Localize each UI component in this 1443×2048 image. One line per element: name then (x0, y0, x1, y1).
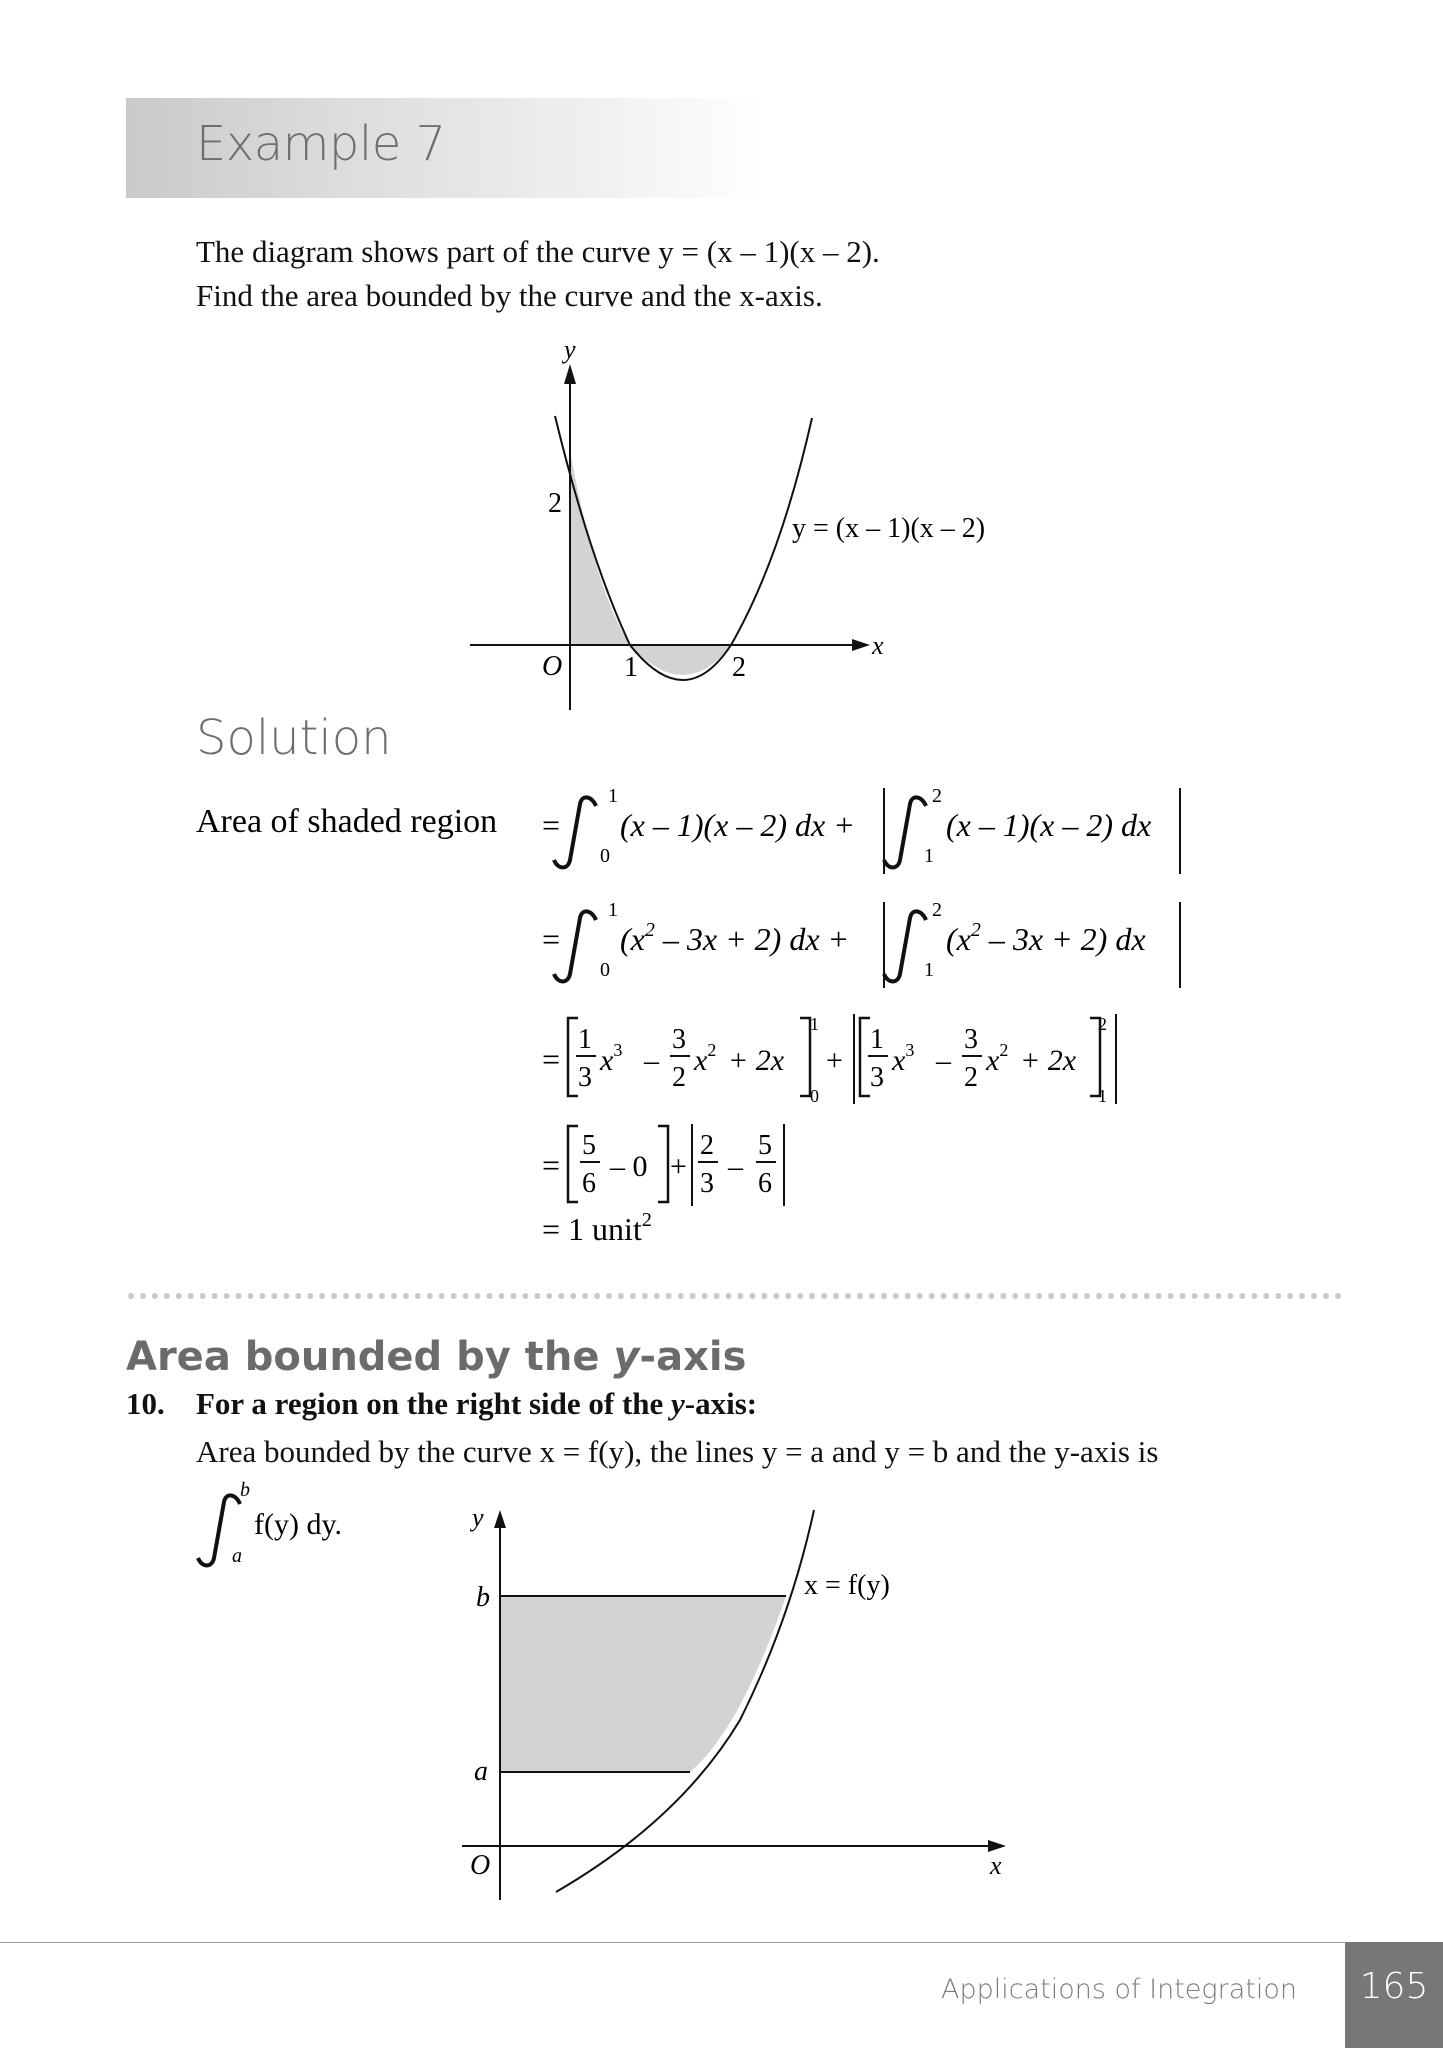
svg-text:f(y) dy.: f(y) dy. (254, 1508, 343, 1541)
shaded-region (500, 1596, 786, 1772)
example-title: Example 7 (196, 116, 446, 172)
solution-line-1 (196, 785, 1180, 874)
upper-limit: 1 (608, 899, 618, 921)
graph1-x-label: x (872, 631, 884, 660)
svg-text:x2: $x^2$ (986, 1040, 1009, 1077)
y-axis-arrow (494, 1510, 506, 1528)
problem-line-1: The diagram shows part of the curve y = (x – 1)(x – 2). (196, 234, 880, 269)
solution-working (0, 760, 1443, 1260)
upper-limit: 1 (608, 785, 618, 807)
svg-text:x2: $x^2$ (694, 1040, 717, 1077)
shaded-region-1 (570, 450, 630, 645)
page-number: 165 (1359, 1966, 1429, 2007)
graph2-origin: O (470, 1850, 491, 1881)
shaded-region-2 (630, 645, 731, 675)
item-number: 10. (126, 1386, 165, 1421)
footer-rule (0, 1942, 1443, 1943)
svg-text:2: 2 (700, 1130, 714, 1161)
svg-text:3: 3 (672, 1024, 686, 1055)
svg-text:x3: $x^3$ (892, 1040, 915, 1077)
integral-sign (554, 797, 596, 867)
graph2-x-label: x (990, 1851, 1002, 1880)
solution-line-4 (542, 1124, 784, 1206)
lower-limit: 0 (600, 845, 610, 867)
graph2-a-label: a (474, 1756, 488, 1787)
svg-text:2: 2 (1098, 1014, 1107, 1034)
svg-text:5: 5 (582, 1130, 596, 1161)
item-body: Area bounded by the curve x = f(y), the lines y = a and y = b and the y-axis is (196, 1434, 1159, 1469)
svg-text:a: a (232, 1545, 242, 1567)
svg-text:3: 3 (700, 1168, 714, 1199)
svg-text:1: 1 (870, 1024, 884, 1055)
svg-text:3: 3 (870, 1062, 884, 1093)
parabola-graph (0, 0, 1443, 720)
svg-text:3: 3 (964, 1024, 978, 1055)
fy-graph (0, 1480, 1443, 1920)
bracket-right (800, 1018, 810, 1096)
problem-line-2: Find the area bounded by the curve and the x-axis. (196, 278, 823, 313)
graph1-curve-label: y = (x – 1)(x – 2) (792, 513, 986, 544)
x-axis-arrow (852, 639, 870, 651)
integral-sign (554, 911, 596, 981)
solution-line-3 (542, 1014, 1116, 1106)
lower-limit: 0 (600, 959, 610, 981)
svg-text:–: – (728, 1150, 743, 1183)
svg-text:+: + (826, 1044, 843, 1077)
graph1-origin: O (542, 651, 563, 682)
equals-sign: = (542, 921, 561, 957)
svg-text:– 0: – 0 (610, 1150, 648, 1183)
svg-text:2: 2 (672, 1062, 686, 1093)
integrand: $(x^2 - 3x + 2)$ dx + (620, 919, 850, 957)
svg-text:b: b (240, 1479, 250, 1501)
svg-text:3: 3 (578, 1062, 592, 1093)
section-separator (128, 1293, 1342, 1299)
svg-text:6: 6 (582, 1168, 596, 1199)
item-heading: For a region on the right side of the y-axis: (196, 1386, 758, 1421)
lower-limit: 1 (924, 959, 934, 981)
svg-text:+ 2x: + 2x (728, 1044, 785, 1077)
svg-text:–: – (644, 1044, 659, 1077)
svg-text:1: 1 (1098, 1086, 1107, 1106)
graph1-tick-1: 1 (624, 652, 638, 683)
solution-lead: Area of shaded region (196, 803, 498, 840)
equals-sign: = (542, 1147, 561, 1183)
graph1-y-label: y (564, 335, 576, 364)
solution-line-5: = 1 unit$^2$ (542, 1209, 652, 1247)
upper-limit: 2 (932, 785, 942, 807)
svg-text:+ 2x: + 2x (1020, 1044, 1077, 1077)
svg-text:6: 6 (758, 1168, 772, 1199)
equals-sign: = (542, 807, 561, 843)
y-axis-arrow (564, 364, 576, 384)
integral-sign (884, 797, 926, 867)
graph1-tick-2: 2 (732, 652, 746, 683)
graph2-curve-label: x = f(y) (804, 1570, 890, 1601)
footer-chapter: Applications of Integration (941, 1974, 1297, 2005)
equals-sign: = (542, 1041, 561, 1077)
integrand: (x – 1)(x – 2) dx (946, 807, 1152, 843)
svg-text:x3: $x^3$ (600, 1040, 623, 1077)
section-title: Area bounded by the y-axis (126, 1334, 747, 1380)
solution-title: Solution (196, 710, 392, 766)
graph2-y-label: y (472, 1503, 484, 1532)
lower-limit: 1 (924, 845, 934, 867)
graph1-tick-y2: 2 (548, 488, 562, 519)
svg-text:1: 1 (578, 1024, 592, 1055)
svg-text:5: 5 (758, 1130, 772, 1161)
graph2-b-label: b (476, 1582, 490, 1613)
svg-text:1: 1 (810, 1014, 819, 1034)
solution-line-2 (542, 899, 1180, 988)
svg-text:+: + (670, 1150, 687, 1183)
integral-sign (884, 911, 926, 981)
svg-text:–: – (936, 1044, 951, 1077)
integrand: $(x^2 - 3x + 2)$ dx (946, 919, 1146, 957)
upper-limit: 2 (932, 899, 942, 921)
svg-text:0: 0 (810, 1086, 819, 1106)
svg-text:2: 2 (964, 1062, 978, 1093)
integrand: (x – 1)(x – 2) dx + (620, 807, 855, 843)
